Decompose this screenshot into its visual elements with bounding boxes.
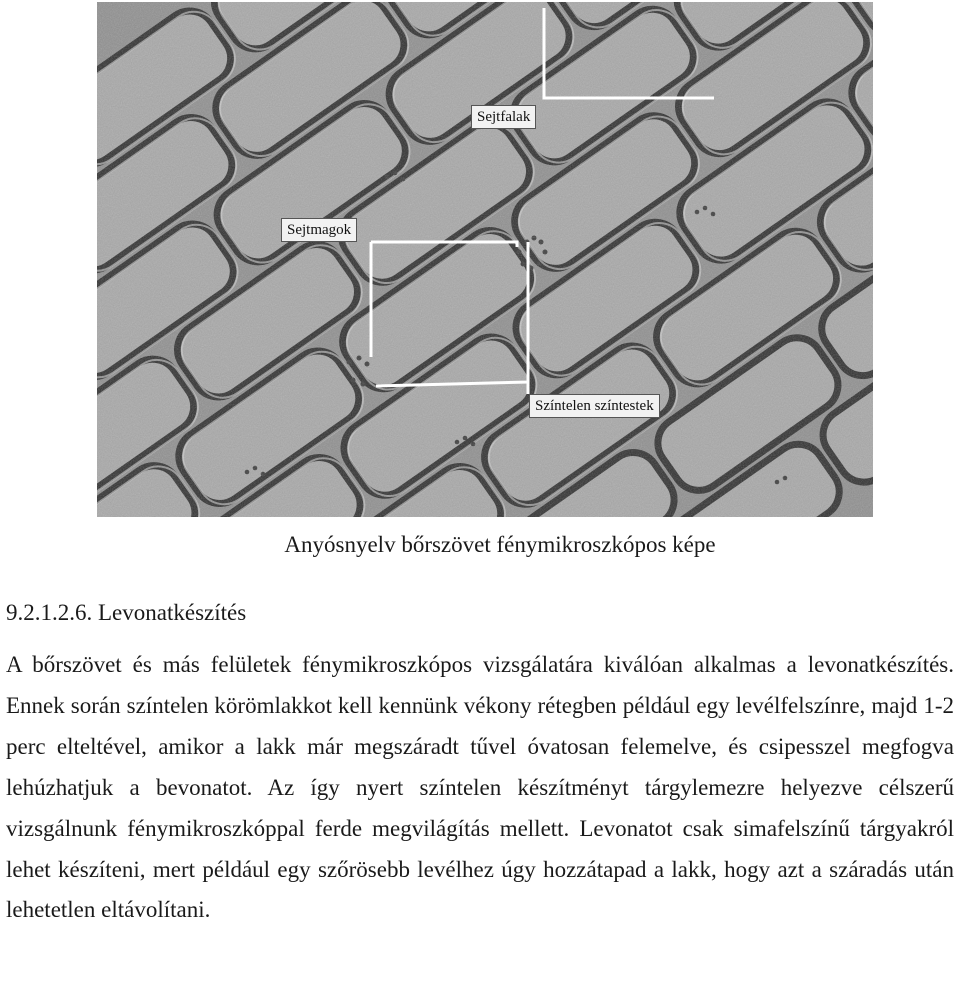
label-nuclei: Sejtmagok xyxy=(281,218,357,242)
body-paragraph: A bőrszövet és más felületek fénymikroszkópos vizsgálatára kiválóan alkalmas a levonatkészítés. Ennek során színtelen körömlakkot kell kennünk vékony rétegben például egy levélfelszínre, majd 1-2 perc elteltével, amikor a lakk már megszáradt tűvel óvatosan felemelve, és csipesszel megfogva lehúzhatjuk a bevonatot. Az így nyert színtelen készítményt tárgylemezre helyezve célszerű vizsgálnunk fénymikroszkóppal ferde megvilágítás mellett. Levonatot csak simafelszínű tárgyakról lehet készíteni, mert például egy szőrösebb levélhez úgy hozzátapad a lakk, hogy azt a száradás után lehetetlen eltávolítani. xyxy=(6,652,954,923)
figure-caption: Anyósnyelv bőrszövet fénymikroszkópos képe xyxy=(284,532,716,557)
label-plastids: Színtelen színtestek xyxy=(529,394,660,418)
label-cell-walls: Sejtfalak xyxy=(471,105,536,129)
section-heading: 9.2.1.2.6. Levonatkészítés xyxy=(6,600,247,625)
micrograph-figure xyxy=(97,2,873,517)
micrograph-image xyxy=(97,2,873,517)
